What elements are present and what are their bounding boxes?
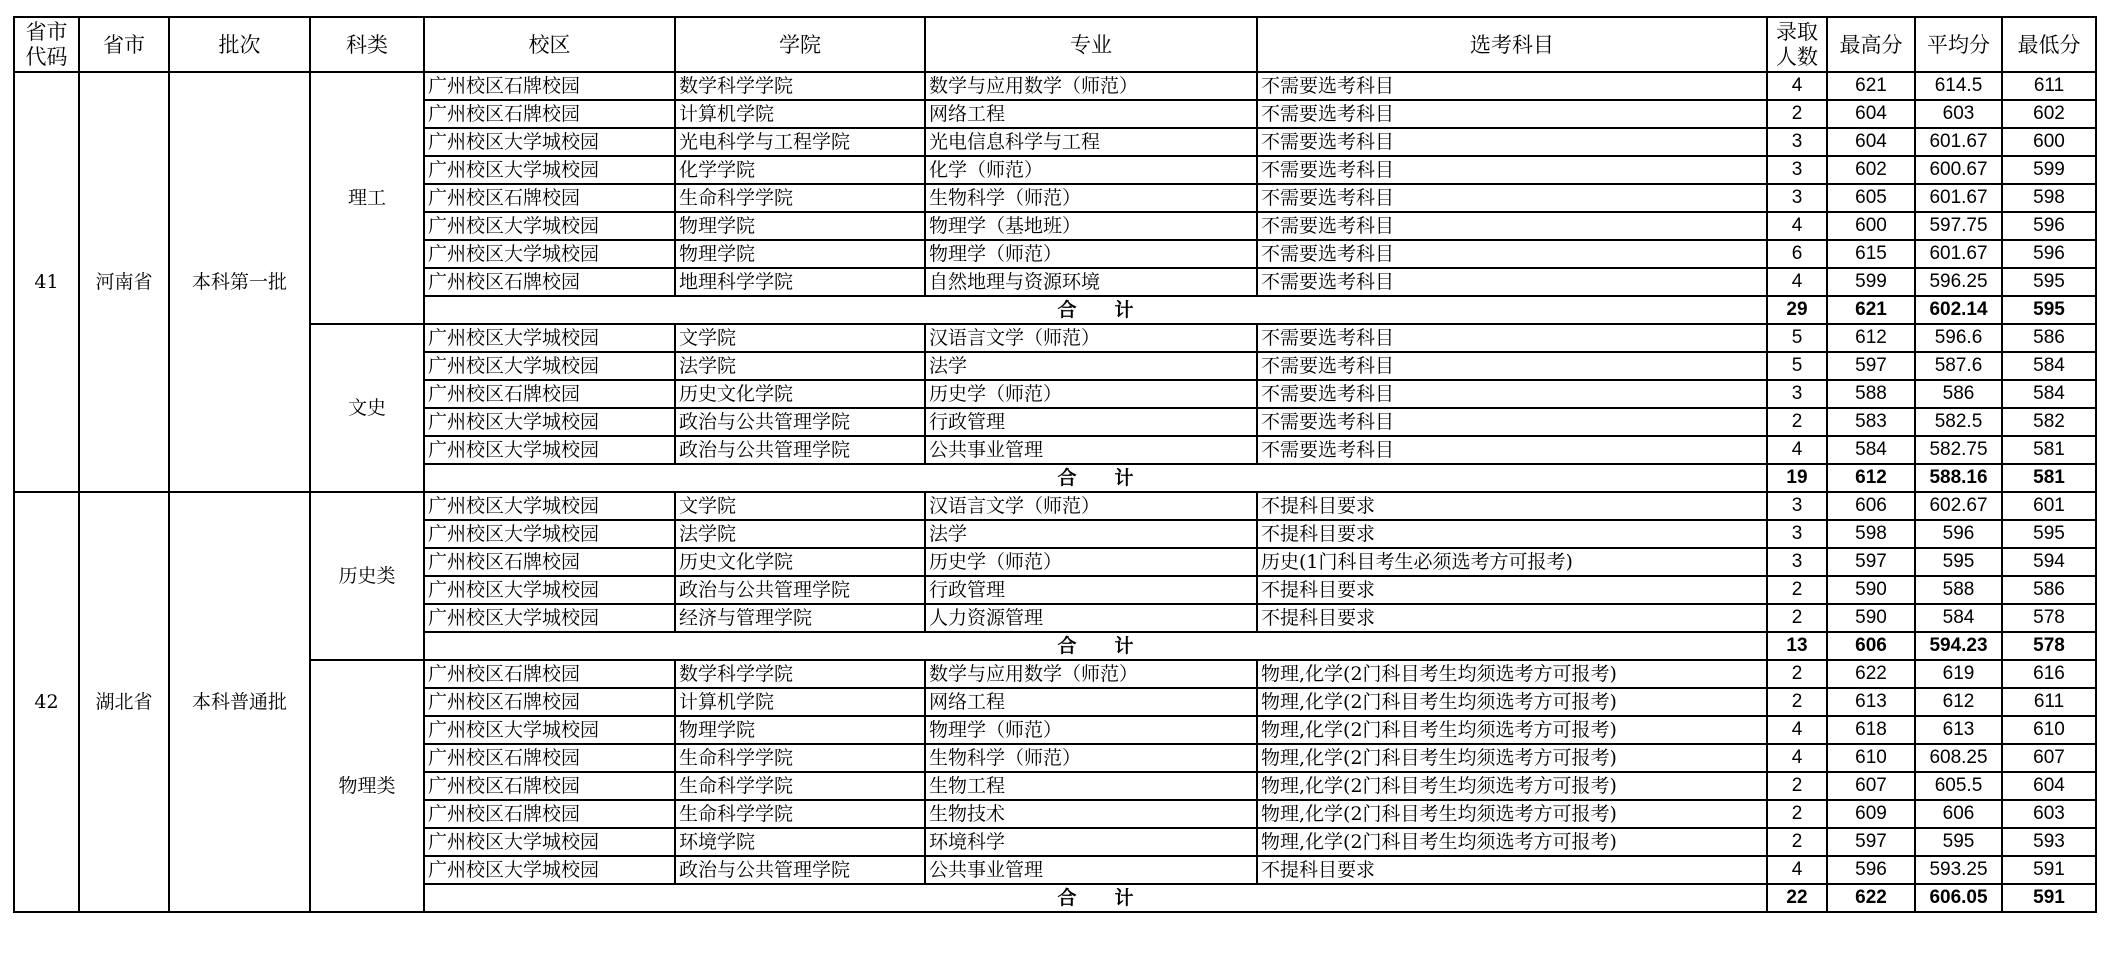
campus-cell: 广州校区大学城校园 — [424, 128, 675, 156]
max-score-cell: 596 — [1827, 856, 1915, 884]
avg-score-cell: 586 — [1915, 380, 2002, 408]
subtotal-max-score: 612 — [1827, 464, 1915, 492]
max-score-cell: 613 — [1827, 688, 1915, 716]
campus-cell: 广州校区石牌校园 — [424, 100, 675, 128]
min-score-cell: 584 — [2002, 380, 2096, 408]
college-cell: 生命科学学院 — [675, 184, 925, 212]
required-subjects-cell: 不需要选考科目 — [1257, 324, 1767, 352]
max-score-cell: 622 — [1827, 660, 1915, 688]
subtotal-admitted-count: 29 — [1767, 296, 1827, 324]
required-subjects-cell: 不提科目要求 — [1257, 492, 1767, 520]
table-row — [14, 660, 2096, 688]
subtotal-avg-score: 594.23 — [1915, 632, 2002, 660]
avg-score-cell: 595 — [1915, 548, 2002, 576]
admitted-count-cell: 5 — [1767, 352, 1827, 380]
major-cell: 公共事业管理 — [925, 856, 1257, 884]
subtotal-max-score: 622 — [1827, 884, 1915, 912]
admitted-count-cell: 3 — [1767, 492, 1827, 520]
avg-score-cell: 614.5 — [1915, 72, 2002, 100]
required-subjects-cell: 不需要选考科目 — [1257, 72, 1767, 100]
required-subjects-cell: 不需要选考科目 — [1257, 100, 1767, 128]
subtotal-avg-score: 588.16 — [1915, 464, 2002, 492]
max-score-cell: 584 — [1827, 436, 1915, 464]
min-score-cell: 578 — [2002, 604, 2096, 632]
min-score-cell: 611 — [2002, 688, 2096, 716]
college-cell: 生命科学学院 — [675, 772, 925, 800]
avg-score-cell: 596.6 — [1915, 324, 2002, 352]
campus-cell: 广州校区石牌校园 — [424, 772, 675, 800]
major-cell: 行政管理 — [925, 576, 1257, 604]
college-cell: 政治与公共管理学院 — [675, 436, 925, 464]
campus-cell: 广州校区大学城校园 — [424, 436, 675, 464]
required-subjects-cell: 不提科目要求 — [1257, 856, 1767, 884]
avg-score-cell: 612 — [1915, 688, 2002, 716]
major-cell: 数学与应用数学（师范） — [925, 72, 1257, 100]
required-subjects-cell: 物理,化学(2门科目考生均须选考方可报考) — [1257, 716, 1767, 744]
required-subjects-cell: 不提科目要求 — [1257, 604, 1767, 632]
major-cell: 行政管理 — [925, 408, 1257, 436]
max-score-cell: 605 — [1827, 184, 1915, 212]
min-score-cell: 601 — [2002, 492, 2096, 520]
header-required-subjects: 选考科目 — [1257, 17, 1767, 72]
subtotal-min-score: 578 — [2002, 632, 2096, 660]
admitted-count-cell: 2 — [1767, 576, 1827, 604]
college-cell: 计算机学院 — [675, 100, 925, 128]
min-score-cell: 596 — [2002, 240, 2096, 268]
required-subjects-cell: 物理,化学(2门科目考生均须选考方可报考) — [1257, 744, 1767, 772]
major-cell: 生物工程 — [925, 772, 1257, 800]
min-score-cell: 596 — [2002, 212, 2096, 240]
header-batch: 批次 — [169, 17, 310, 72]
subtotal-min-score: 595 — [2002, 296, 2096, 324]
province-code-cell: 41 — [14, 72, 79, 492]
max-score-cell: 607 — [1827, 772, 1915, 800]
required-subjects-cell: 不需要选考科目 — [1257, 380, 1767, 408]
admitted-count-cell: 3 — [1767, 548, 1827, 576]
campus-cell: 广州校区石牌校园 — [424, 800, 675, 828]
category-cell: 物理类 — [310, 660, 424, 912]
campus-cell: 广州校区大学城校园 — [424, 492, 675, 520]
major-cell: 网络工程 — [925, 688, 1257, 716]
min-score-cell: 602 — [2002, 100, 2096, 128]
required-subjects-cell: 物理,化学(2门科目考生均须选考方可报考) — [1257, 828, 1767, 856]
avg-score-cell: 600.67 — [1915, 156, 2002, 184]
college-cell: 政治与公共管理学院 — [675, 408, 925, 436]
province-name-cell: 河南省 — [79, 72, 169, 492]
campus-cell: 广州校区大学城校园 — [424, 716, 675, 744]
major-cell: 光电信息科学与工程 — [925, 128, 1257, 156]
max-score-cell: 597 — [1827, 828, 1915, 856]
college-cell: 历史文化学院 — [675, 548, 925, 576]
campus-cell: 广州校区大学城校园 — [424, 240, 675, 268]
campus-cell: 广州校区大学城校园 — [424, 828, 675, 856]
avg-score-cell: 595 — [1915, 828, 2002, 856]
college-cell: 物理学院 — [675, 240, 925, 268]
college-cell: 生命科学学院 — [675, 744, 925, 772]
required-subjects-cell: 不需要选考科目 — [1257, 240, 1767, 268]
avg-score-cell: 613 — [1915, 716, 2002, 744]
college-cell: 生命科学学院 — [675, 800, 925, 828]
college-cell: 政治与公共管理学院 — [675, 856, 925, 884]
major-cell: 化学（师范） — [925, 156, 1257, 184]
max-score-cell: 606 — [1827, 492, 1915, 520]
admitted-count-cell: 2 — [1767, 772, 1827, 800]
admitted-count-cell: 4 — [1767, 744, 1827, 772]
avg-score-cell: 582.75 — [1915, 436, 2002, 464]
college-cell: 计算机学院 — [675, 688, 925, 716]
avg-score-cell: 596.25 — [1915, 268, 2002, 296]
campus-cell: 广州校区大学城校园 — [424, 352, 675, 380]
required-subjects-cell: 不提科目要求 — [1257, 520, 1767, 548]
major-cell: 汉语言文学（师范） — [925, 324, 1257, 352]
avg-score-cell: 605.5 — [1915, 772, 2002, 800]
category-cell: 历史类 — [310, 492, 424, 660]
max-score-cell: 621 — [1827, 72, 1915, 100]
campus-cell: 广州校区大学城校园 — [424, 520, 675, 548]
college-cell: 地理科学学院 — [675, 268, 925, 296]
admitted-count-cell: 4 — [1767, 268, 1827, 296]
avg-score-cell: 608.25 — [1915, 744, 2002, 772]
admitted-count-cell: 3 — [1767, 128, 1827, 156]
avg-score-cell: 606 — [1915, 800, 2002, 828]
avg-score-cell: 593.25 — [1915, 856, 2002, 884]
major-cell: 历史学（师范） — [925, 380, 1257, 408]
major-cell: 汉语言文学（师范） — [925, 492, 1257, 520]
campus-cell: 广州校区大学城校园 — [424, 604, 675, 632]
subtotal-avg-score: 606.05 — [1915, 884, 2002, 912]
subtotal-label: 合 计 — [424, 632, 1767, 660]
avg-score-cell: 619 — [1915, 660, 2002, 688]
campus-cell: 广州校区石牌校园 — [424, 72, 675, 100]
required-subjects-cell: 物理,化学(2门科目考生均须选考方可报考) — [1257, 688, 1767, 716]
max-score-cell: 590 — [1827, 576, 1915, 604]
max-score-cell: 610 — [1827, 744, 1915, 772]
campus-cell: 广州校区石牌校园 — [424, 548, 675, 576]
campus-cell: 广州校区大学城校园 — [424, 156, 675, 184]
max-score-cell: 618 — [1827, 716, 1915, 744]
admitted-count-cell: 3 — [1767, 156, 1827, 184]
admission-scores-table — [13, 16, 2097, 913]
campus-cell: 广州校区石牌校园 — [424, 184, 675, 212]
admitted-count-cell: 4 — [1767, 436, 1827, 464]
max-score-cell: 598 — [1827, 520, 1915, 548]
subtotal-max-score: 621 — [1827, 296, 1915, 324]
subtotal-avg-score: 602.14 — [1915, 296, 2002, 324]
college-cell: 法学院 — [675, 520, 925, 548]
required-subjects-cell: 不需要选考科目 — [1257, 212, 1767, 240]
college-cell: 化学学院 — [675, 156, 925, 184]
admitted-count-cell: 2 — [1767, 688, 1827, 716]
campus-cell: 广州校区石牌校园 — [424, 380, 675, 408]
major-cell: 环境科学 — [925, 828, 1257, 856]
subtotal-max-score: 606 — [1827, 632, 1915, 660]
min-score-cell: 595 — [2002, 520, 2096, 548]
admitted-count-cell: 2 — [1767, 408, 1827, 436]
province-code-cell: 42 — [14, 492, 79, 912]
min-score-cell: 582 — [2002, 408, 2096, 436]
admitted-count-cell: 2 — [1767, 828, 1827, 856]
avg-score-cell: 588 — [1915, 576, 2002, 604]
avg-score-cell: 597.75 — [1915, 212, 2002, 240]
required-subjects-cell: 不需要选考科目 — [1257, 268, 1767, 296]
table-body — [14, 72, 2096, 912]
admitted-count-cell: 2 — [1767, 660, 1827, 688]
college-cell: 数学科学学院 — [675, 72, 925, 100]
campus-cell: 广州校区大学城校园 — [424, 576, 675, 604]
college-cell: 历史文化学院 — [675, 380, 925, 408]
avg-score-cell: 601.67 — [1915, 184, 2002, 212]
major-cell: 物理学（师范） — [925, 240, 1257, 268]
min-score-cell: 598 — [2002, 184, 2096, 212]
subtotal-label: 合 计 — [424, 884, 1767, 912]
major-cell: 公共事业管理 — [925, 436, 1257, 464]
max-score-cell: 590 — [1827, 604, 1915, 632]
header-admitted-count: 录取人数 — [1767, 17, 1827, 72]
min-score-cell: 599 — [2002, 156, 2096, 184]
required-subjects-cell: 物理,化学(2门科目考生均须选考方可报考) — [1257, 800, 1767, 828]
campus-cell: 广州校区石牌校园 — [424, 268, 675, 296]
min-score-cell: 586 — [2002, 324, 2096, 352]
major-cell: 生物技术 — [925, 800, 1257, 828]
max-score-cell: 597 — [1827, 352, 1915, 380]
campus-cell: 广州校区大学城校园 — [424, 856, 675, 884]
category-cell: 理工 — [310, 72, 424, 324]
major-cell: 自然地理与资源环境 — [925, 268, 1257, 296]
campus-cell: 广州校区大学城校园 — [424, 408, 675, 436]
avg-score-cell: 587.6 — [1915, 352, 2002, 380]
admitted-count-cell: 4 — [1767, 212, 1827, 240]
college-cell: 文学院 — [675, 324, 925, 352]
admitted-count-cell: 2 — [1767, 800, 1827, 828]
major-cell: 物理学（基地班） — [925, 212, 1257, 240]
campus-cell: 广州校区石牌校园 — [424, 688, 675, 716]
province-name-cell: 湖北省 — [79, 492, 169, 912]
major-cell: 法学 — [925, 352, 1257, 380]
avg-score-cell: 582.5 — [1915, 408, 2002, 436]
campus-cell: 广州校区大学城校园 — [424, 324, 675, 352]
college-cell: 环境学院 — [675, 828, 925, 856]
subtotal-admitted-count: 22 — [1767, 884, 1827, 912]
college-cell: 政治与公共管理学院 — [675, 576, 925, 604]
required-subjects-cell: 不需要选考科目 — [1257, 156, 1767, 184]
max-score-cell: 597 — [1827, 548, 1915, 576]
major-cell: 历史学（师范） — [925, 548, 1257, 576]
min-score-cell: 595 — [2002, 268, 2096, 296]
min-score-cell: 591 — [2002, 856, 2096, 884]
min-score-cell: 603 — [2002, 800, 2096, 828]
min-score-cell: 604 — [2002, 772, 2096, 800]
admitted-count-cell: 3 — [1767, 520, 1827, 548]
admitted-count-cell: 4 — [1767, 72, 1827, 100]
table-row — [14, 72, 2096, 100]
college-cell: 文学院 — [675, 492, 925, 520]
table-row — [14, 492, 2096, 520]
max-score-cell: 588 — [1827, 380, 1915, 408]
header-min-score: 最低分 — [2002, 17, 2096, 72]
avg-score-cell: 602.67 — [1915, 492, 2002, 520]
admitted-count-cell: 3 — [1767, 184, 1827, 212]
category-cell: 文史 — [310, 324, 424, 492]
min-score-cell: 616 — [2002, 660, 2096, 688]
max-score-cell: 612 — [1827, 324, 1915, 352]
major-cell: 生物科学（师范） — [925, 184, 1257, 212]
avg-score-cell: 601.67 — [1915, 128, 2002, 156]
required-subjects-cell: 不提科目要求 — [1257, 576, 1767, 604]
min-score-cell: 586 — [2002, 576, 2096, 604]
header-campus: 校区 — [424, 17, 675, 72]
min-score-cell: 581 — [2002, 436, 2096, 464]
campus-cell: 广州校区大学城校园 — [424, 212, 675, 240]
college-cell: 数学科学学院 — [675, 660, 925, 688]
campus-cell: 广州校区石牌校园 — [424, 744, 675, 772]
max-score-cell: 609 — [1827, 800, 1915, 828]
major-cell: 法学 — [925, 520, 1257, 548]
min-score-cell: 607 — [2002, 744, 2096, 772]
required-subjects-cell: 物理,化学(2门科目考生均须选考方可报考) — [1257, 660, 1767, 688]
header-avg-score: 平均分 — [1915, 17, 2002, 72]
college-cell: 物理学院 — [675, 716, 925, 744]
avg-score-cell: 603 — [1915, 100, 2002, 128]
subtotal-label: 合 计 — [424, 296, 1767, 324]
college-cell: 经济与管理学院 — [675, 604, 925, 632]
avg-score-cell: 584 — [1915, 604, 2002, 632]
admitted-count-cell: 2 — [1767, 100, 1827, 128]
required-subjects-cell: 物理,化学(2门科目考生均须选考方可报考) — [1257, 772, 1767, 800]
avg-score-cell: 596 — [1915, 520, 2002, 548]
max-score-cell: 615 — [1827, 240, 1915, 268]
max-score-cell: 604 — [1827, 100, 1915, 128]
required-subjects-cell: 不需要选考科目 — [1257, 128, 1767, 156]
avg-score-cell: 601.67 — [1915, 240, 2002, 268]
college-cell: 光电科学与工程学院 — [675, 128, 925, 156]
required-subjects-cell: 不需要选考科目 — [1257, 408, 1767, 436]
max-score-cell: 600 — [1827, 212, 1915, 240]
major-cell: 网络工程 — [925, 100, 1257, 128]
major-cell: 物理学（师范） — [925, 716, 1257, 744]
max-score-cell: 583 — [1827, 408, 1915, 436]
header-category: 科类 — [310, 17, 424, 72]
subtotal-min-score: 581 — [2002, 464, 2096, 492]
header-province-code: 省市代码 — [14, 17, 79, 72]
college-cell: 物理学院 — [675, 212, 925, 240]
campus-cell: 广州校区石牌校园 — [424, 660, 675, 688]
header-max-score: 最高分 — [1827, 17, 1915, 72]
required-subjects-cell: 历史(1门科目考生必须选考方可报考) — [1257, 548, 1767, 576]
header-college: 学院 — [675, 17, 925, 72]
max-score-cell: 602 — [1827, 156, 1915, 184]
min-score-cell: 584 — [2002, 352, 2096, 380]
batch-cell: 本科普通批 — [169, 492, 310, 912]
required-subjects-cell: 不需要选考科目 — [1257, 436, 1767, 464]
subtotal-admitted-count: 13 — [1767, 632, 1827, 660]
header-province: 省市 — [79, 17, 169, 72]
max-score-cell: 604 — [1827, 128, 1915, 156]
min-score-cell: 600 — [2002, 128, 2096, 156]
required-subjects-cell: 不需要选考科目 — [1257, 352, 1767, 380]
subtotal-label: 合 计 — [424, 464, 1767, 492]
major-cell: 人力资源管理 — [925, 604, 1257, 632]
header-major: 专业 — [925, 17, 1257, 72]
batch-cell: 本科第一批 — [169, 72, 310, 492]
admitted-count-cell: 4 — [1767, 716, 1827, 744]
major-cell: 数学与应用数学（师范） — [925, 660, 1257, 688]
max-score-cell: 599 — [1827, 268, 1915, 296]
major-cell: 生物科学（师范） — [925, 744, 1257, 772]
min-score-cell: 593 — [2002, 828, 2096, 856]
required-subjects-cell: 不需要选考科目 — [1257, 184, 1767, 212]
min-score-cell: 611 — [2002, 72, 2096, 100]
min-score-cell: 594 — [2002, 548, 2096, 576]
admitted-count-cell: 6 — [1767, 240, 1827, 268]
min-score-cell: 610 — [2002, 716, 2096, 744]
table-row — [14, 324, 2096, 352]
subtotal-admitted-count: 19 — [1767, 464, 1827, 492]
college-cell: 法学院 — [675, 352, 925, 380]
admitted-count-cell: 3 — [1767, 380, 1827, 408]
admitted-count-cell: 5 — [1767, 324, 1827, 352]
admitted-count-cell: 2 — [1767, 604, 1827, 632]
header-row — [14, 17, 2096, 72]
subtotal-min-score: 591 — [2002, 884, 2096, 912]
admitted-count-cell: 4 — [1767, 856, 1827, 884]
